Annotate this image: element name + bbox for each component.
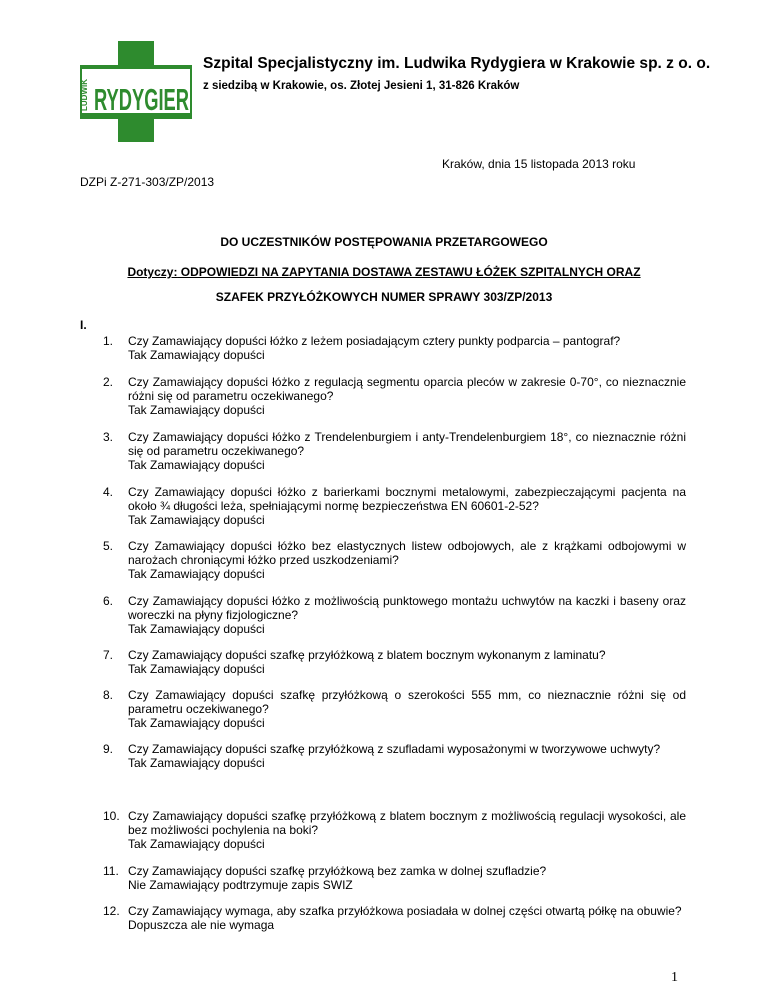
- item-question: Czy Zamawiający dopuści łóżko z możliwością punktowego montażu uchwytów na kaczki i baseny oraz woreczki na płyny fizjologiczne?: [128, 594, 686, 622]
- item-number: 5.: [103, 539, 114, 553]
- list-item: [103, 539, 686, 581]
- item-question: Czy Zamawiający dopuści szafkę przyłóżkową z blatem bocznym z możliwością regulacji wysokości, ale bez możliwości pochylenia na boki?: [128, 809, 686, 837]
- item-answer: Tak Zamawiający dopuści: [128, 756, 265, 770]
- list-item: [103, 688, 686, 730]
- item-answer: Tak Zamawiający dopuści: [128, 662, 265, 676]
- item-question: Czy Zamawiający dopuści łóżko z barierkami bocznymi metalowymi, zabezpieczającymi pacjenta na około ¾ długości leża, spełniającymi normę bezpieczeństwa EN 60601-2-52?: [128, 485, 686, 513]
- item-answer: Tak Zamawiający dopuści: [128, 837, 265, 851]
- item-number: 2.: [103, 375, 114, 389]
- item-question: Czy Zamawiający dopuści szafkę przyłóżkową z szufladami wyposażonymi w tworzywowe uchwyty?: [128, 742, 661, 756]
- item-answer: Tak Zamawiający dopuści: [128, 716, 265, 730]
- list-item: [103, 594, 686, 636]
- hospital-address: z siedzibą w Krakowie, os. Złotej Jesieni 1, 31-826 Kraków: [203, 80, 520, 92]
- item-answer: Tak Zamawiający dopuści: [128, 348, 265, 362]
- subject-label: Dotyczy:: [127, 265, 178, 279]
- item-answer: Tak Zamawiający dopuści: [128, 458, 265, 472]
- section-number: I.: [80, 318, 87, 332]
- list-item: [103, 334, 686, 362]
- subject-line-2: SZAFEK PRZYŁÓŻKOWYCH NUMER SPRAWY 303/ZP/2013: [215, 290, 553, 304]
- list-item: [103, 430, 686, 472]
- item-question: Czy Zamawiający dopuści łóżko z regulacją segmentu oparcia pleców w zakresie 0-70°, co nieznacznie różni się od parametru oczekiwanego?: [128, 375, 686, 403]
- page-number: 1: [671, 970, 678, 985]
- item-answer: Tak Zamawiający dopuści: [128, 513, 265, 527]
- document-heading: DO UCZESTNIKÓW POSTĘPOWANIA PRZETARGOWEGO: [220, 235, 548, 249]
- item-number: 8.: [103, 688, 114, 702]
- list-item: [103, 809, 686, 851]
- hospital-name: Szpital Specjalistyczny im. Ludwika Rydygiera w Krakowie sp. z o. o.: [203, 55, 711, 72]
- list-item: [103, 742, 686, 770]
- subject-text-1: ODPOWIEDZI NA ZAPYTANIA DOSTAWA ZESTAWU ŁÓŻEK SZPITALNYCH ORAZ: [177, 265, 641, 279]
- item-number: 7.: [103, 648, 114, 662]
- item-question: Czy Zamawiający dopuści szafkę przyłóżkową bez zamka w dolnej szufladzie?: [128, 864, 547, 878]
- item-number: 12.: [103, 904, 120, 918]
- subject-line-1: [0, 265, 768, 279]
- item-question: Czy Zamawiający dopuści łóżko z Trendelenburgiem i anty-Trendelenburgiem 18°, co nieznacznie różni się od parametru oczekiwanego?: [128, 430, 686, 458]
- item-number: 3.: [103, 430, 114, 444]
- list-item: [103, 375, 686, 417]
- item-number: 11.: [103, 864, 119, 878]
- item-number: 1.: [103, 334, 114, 348]
- item-answer: Tak Zamawiający dopuści: [128, 622, 265, 636]
- logo-side-text: LUDWIK: [80, 79, 89, 111]
- item-question: Czy Zamawiający dopuści łóżko z leżem posiadającym cztery punkty podparcia – pantograf?: [128, 334, 621, 348]
- item-number: 9.: [103, 742, 114, 756]
- item-answer: Nie Zamawiający podtrzymuje zapis SWIZ: [128, 878, 353, 892]
- list-item: [103, 485, 686, 527]
- list-item: [103, 904, 686, 932]
- hospital-logo: [80, 41, 192, 142]
- list-item: [103, 648, 686, 676]
- item-answer: Dopuszcza ale nie wymaga: [128, 918, 275, 932]
- reference-number: DZPi Z-271-303/ZP/2013: [80, 175, 215, 189]
- item-number: 4.: [103, 485, 114, 499]
- document-date: Kraków, dnia 15 listopada 2013 roku: [442, 157, 636, 171]
- item-question: Czy Zamawiający dopuści szafkę przyłóżkową o szerokości 555 mm, co nieznacznie różni się od parametru oczekiwanego?: [128, 688, 686, 716]
- item-number: 10.: [103, 809, 120, 823]
- item-question: Czy Zamawiający dopuści łóżko bez elastycznych listew odbojowych, ale z krążkami odbojowymi w narożach chroniącymi łóżko przed uszkodzeniami?: [128, 539, 686, 567]
- list-item: [103, 864, 686, 892]
- item-question: Czy Zamawiający dopuści szafkę przyłóżkową z blatem bocznym wykonanym z laminatu?: [128, 648, 606, 662]
- item-answer: Tak Zamawiający dopuści: [128, 403, 265, 417]
- item-question: Czy Zamawiający wymaga, aby szafka przyłóżkowa posiadała w dolnej części otwartą półkę na obuwie?: [128, 904, 682, 918]
- logo-wordmark: RYDYGIER: [94, 82, 189, 117]
- item-answer: Tak Zamawiający dopuści: [128, 567, 265, 581]
- item-number: 6.: [103, 594, 114, 608]
